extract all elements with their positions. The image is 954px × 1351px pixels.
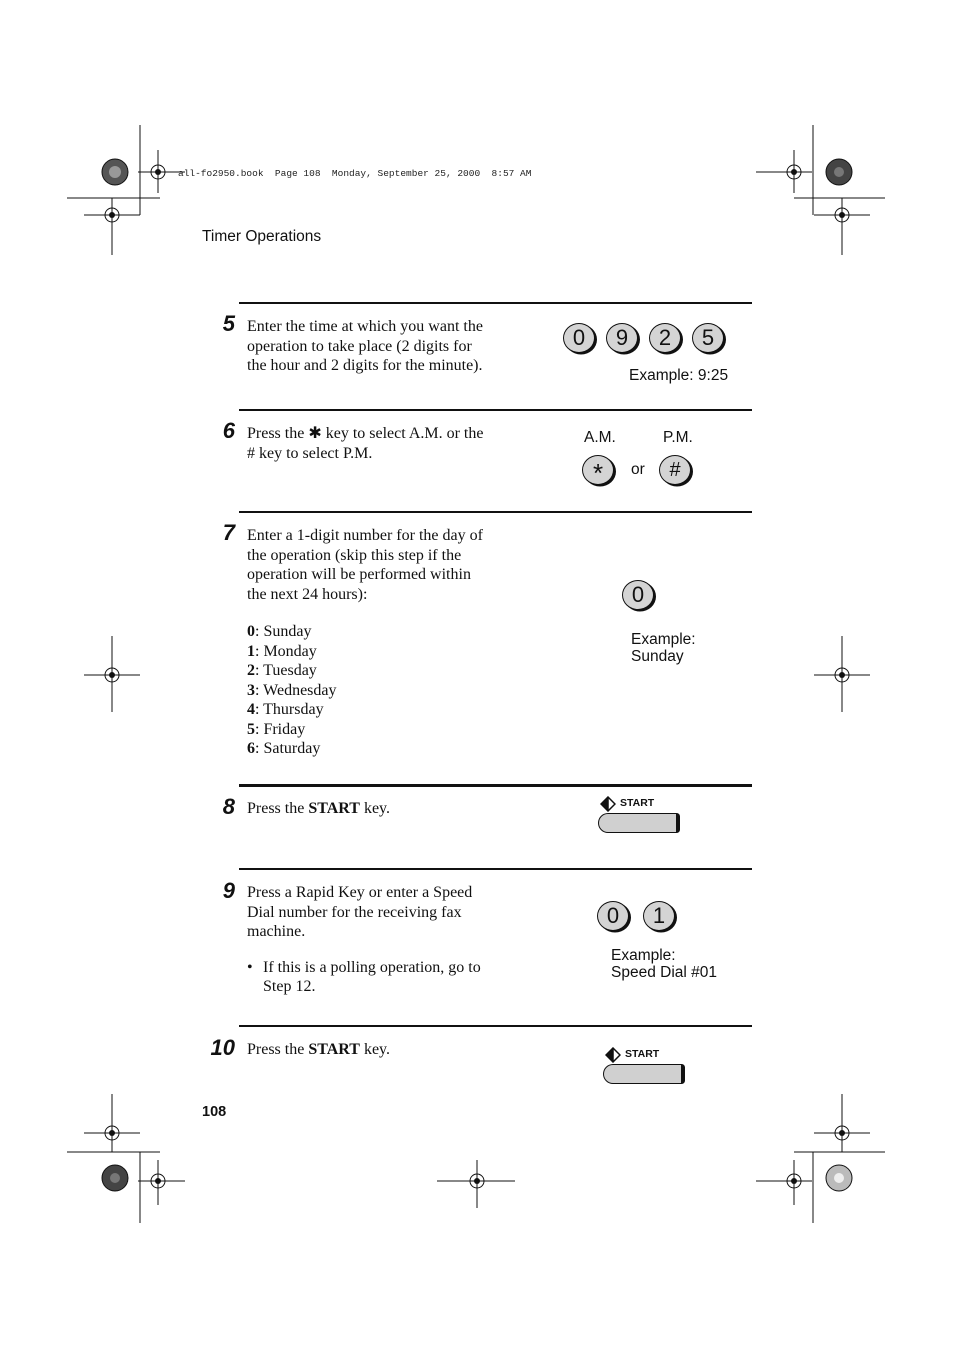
start-button: [603, 1064, 685, 1084]
asterisk-icon: ✱: [308, 423, 322, 442]
page-number: 108: [202, 1104, 227, 1120]
step-divider: [239, 302, 752, 304]
day-item: 5: Friday: [247, 720, 306, 738]
keypad-0-key: 0: [622, 580, 656, 612]
step-text-line: Press a Rapid Key or enter a Speed: [247, 884, 473, 901]
step-divider: [239, 1025, 752, 1027]
step-text-line: # key to select P.M.: [247, 444, 373, 462]
keypad-2-key: 2: [649, 323, 683, 355]
start-key-illustration: [598, 797, 698, 841]
step-number: 10: [210, 1035, 235, 1060]
bullet-item: • If this is a polling operation, go to Step 12.: [247, 958, 481, 997]
day-item: 0: Sunday: [247, 623, 312, 640]
step-number: 5: [222, 311, 235, 336]
day-item: 6: Saturday: [247, 740, 321, 757]
step-9-text: [247, 883, 481, 997]
step-text-fragment: Press the: [247, 425, 309, 442]
step-text-line: operation to take place (2 digits for: [247, 337, 472, 355]
step-7-text: [247, 526, 483, 759]
keypad-9-key: 9: [606, 323, 640, 355]
step-number: 6: [222, 418, 235, 443]
example-label: Example: 9:25: [629, 367, 729, 384]
step-text-line: Enter a 1-digit number for the day of: [247, 527, 483, 544]
start-key-illustration: [603, 1048, 703, 1092]
step-text-fragment: key to select A.M. or the: [321, 425, 484, 442]
step-divider: [239, 868, 752, 870]
start-icon: [605, 1047, 621, 1063]
step-6-text: [247, 423, 483, 463]
keypad-5-key: 5: [692, 323, 726, 355]
step-text-line: operation will be performed within: [247, 566, 471, 583]
step-5-text: [247, 317, 483, 376]
keypad-0-key: 0: [563, 323, 597, 355]
example-label: Example: Sunday: [631, 631, 696, 665]
day-item: 1: Monday: [247, 642, 317, 660]
day-item: 4: Thursday: [247, 701, 324, 718]
step-text-line: machine.: [247, 923, 306, 940]
step-divider: [239, 784, 752, 787]
start-label: START: [620, 797, 655, 809]
day-item: 2: Tuesday: [247, 662, 317, 679]
step-10-text: Press the START key.: [247, 1041, 390, 1058]
step-text-line: the next 24 hours):: [247, 585, 368, 603]
keypad-0-key: 0: [597, 901, 631, 933]
section-title: Timer Operations: [202, 228, 322, 245]
start-button: [598, 813, 680, 833]
step-text-line: the hour and 2 digits for the minute).: [247, 357, 483, 374]
step-text-line: the operation (skip this step if the: [247, 546, 462, 564]
step-text-line: Dial number for the receiving fax: [247, 903, 462, 921]
step-text-line: Enter the time at which you want the: [247, 318, 483, 335]
pm-label: P.M.: [663, 429, 693, 446]
step-number: 8: [222, 794, 235, 819]
star-key: *: [582, 455, 616, 487]
day-item: 3: Wednesday: [247, 681, 337, 699]
or-label: or: [631, 461, 645, 478]
start-icon: [600, 796, 616, 812]
am-label: A.M.: [584, 429, 616, 446]
hash-key: #: [659, 455, 693, 487]
step-divider: [239, 511, 752, 513]
file-header-line: all-fo2950.book Page 108 Monday, September 25, 2000 8:57 AM: [178, 168, 532, 179]
step-number: 7: [222, 520, 235, 545]
step-divider: [239, 409, 752, 411]
start-label: START: [625, 1048, 660, 1060]
keypad-1-key: 1: [643, 901, 677, 933]
example-label: Example: Speed Dial #01: [611, 947, 717, 981]
step-8-text: Press the START key.: [247, 800, 390, 817]
step-number: 9: [222, 878, 235, 903]
